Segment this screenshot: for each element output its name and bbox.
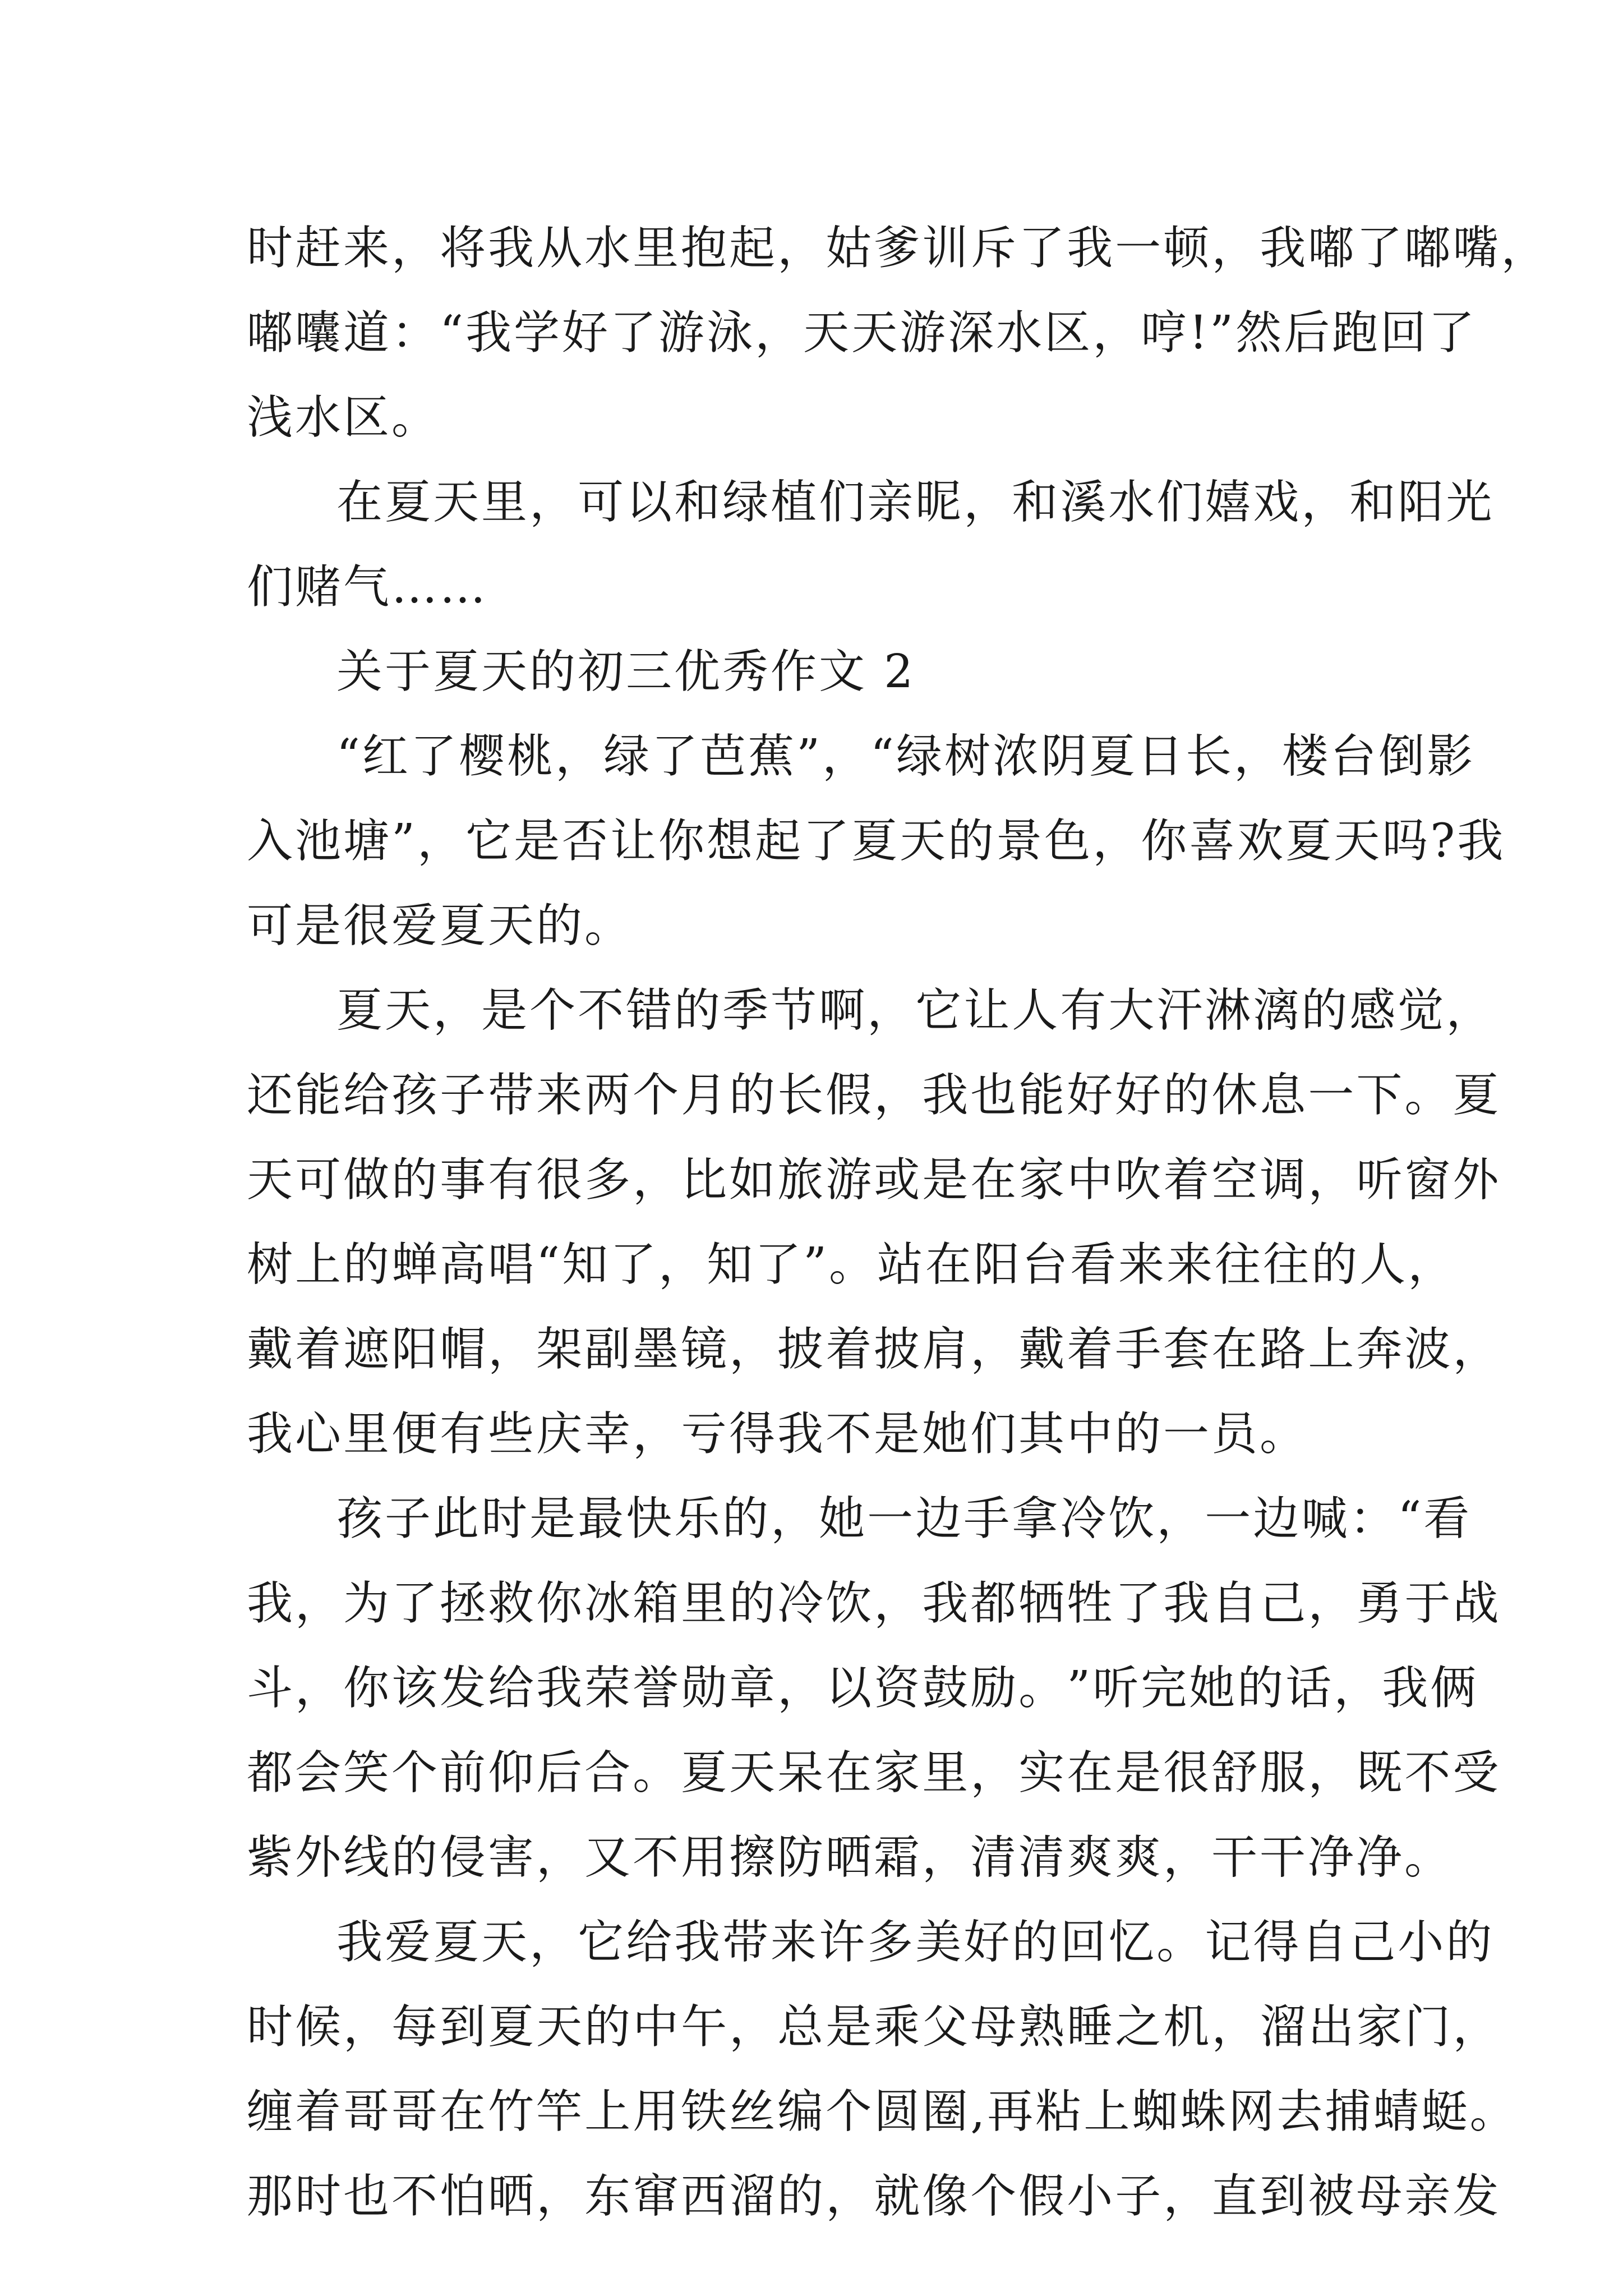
text-line: 可是很爱夏天的。 (247, 899, 633, 953)
text-line: 浅水区。 (247, 391, 440, 444)
text-line: 斗 ， 你 该 发 给 我 荣 誉 勋 章 ， 以 资 鼓 励 。 ” 听 完 她 的 话 ， 我 俩 (247, 1662, 1479, 1715)
text-line: 戴 着 遮 阳 帽 ， 架 副 墨 镜 ， 披 着 披 肩 ， 戴 着 手 套 在 路 上 奔 波 ， (247, 1323, 1501, 1376)
text-line: 时 候 ， 每 到 夏 天 的 中 午 ， 总 是 乘 父 母 熟 睡 之 机 ， 溜 出 家 门 ， (247, 2000, 1501, 2054)
text-line: 时 赶 来 ， 将 我 从 水 里 抱 起 ， 姑 爹 训 斥 了 我 一 顿 ， 我 嘟 了 嘟 嘴 ， (247, 222, 1550, 275)
text-line: 在 夏 天 里 ， 可 以 和 绿 植 们 亲 昵 ， 和 溪 水 们 嬉 戏 ， 和 阳 光 (336, 476, 1495, 529)
text-line: 夏 天 ， 是 个 不 错 的 季 节 啊 ， 它 让 人 有 大 汗 淋 漓 的 感 觉 ， (336, 984, 1495, 1037)
essay-body (247, 218, 1550, 2251)
text-line: 我 ， 为 了 拯 救 你 冰 箱 里 的 冷 饮 ， 我 都 牺 牲 了 我 自 己 ， 勇 于 战 (247, 1577, 1501, 1630)
text-line: 我心里便有些庆幸，亏得我不是她们其中的一员。 (247, 1407, 1308, 1461)
text-line: 们赌气…… (247, 560, 488, 614)
section-title: 关于夏天的初三优秀作文 2 (336, 645, 916, 698)
text-line: 我 爱 夏 天 ， 它 给 我 带 来 许 多 美 好 的 回 忆 。 记 得 自 己 小 的 (336, 1916, 1495, 1969)
text-line: 入 池 塘 ” ， 它 是 否 让 你 想 起 了 夏 天 的 景 色 ， 你 喜 欢 夏 天 吗 ? 我 (247, 815, 1506, 868)
text-line: 孩 子 此 时 是 最 快 乐 的 ， 她 一 边 手 拿 冷 饮 ， 一 边 喊 ： “ 看 (336, 1492, 1472, 1545)
text-line: “ 红 了 樱 桃 ， 绿 了 芭 蕉 ” ， “ 绿 树 浓 阴 夏 日 长 ， 楼 台 倒 影 (336, 730, 1476, 783)
text-line: 树 上 的 蝉 高 唱 “ 知 了 ， 知 了 ” 。 站 在 阳 台 看 来 来 往 往 的 人 ， (247, 1238, 1456, 1291)
text-line: 还 能 给 孩 子 带 来 两 个 月 的 长 假 ， 我 也 能 好 好 的 休 息 一 下 。 夏 (247, 1069, 1501, 1122)
text-line: 那 时 也 不 怕 晒 ， 东 窜 西 溜 的 ， 就 像 个 假 小 子 ， 直 到 被 母 亲 发 (247, 2170, 1501, 2223)
text-line: 缠 着 哥 哥 在 竹 竿 上 用 铁 丝 编 个 圆 圈 , 再 粘 上 蜘 蛛 网 去 捕 蜻 蜓 。 (247, 2085, 1518, 2138)
text-line: 天 可 做 的 事 有 很 多 ， 比 如 旅 游 或 是 在 家 中 吹 着 空 调 ， 听 窗 外 (247, 1153, 1501, 1207)
text-line: 嘟 囔 道 ： “ 我 学 好 了 游 泳 ， 天 天 游 深 水 区 ， 哼 ! ” 然 后 跑 回 了 (247, 306, 1477, 360)
text-line: 都 会 笑 个 前 仰 后 合 。 夏 天 呆 在 家 里 ， 实 在 是 很 舒 服 ， 既 不 受 (247, 1746, 1501, 1800)
text-line: 紫外线的侵害，又不用擦防晒霜，清清爽爽，干干净净。 (247, 1831, 1453, 1884)
